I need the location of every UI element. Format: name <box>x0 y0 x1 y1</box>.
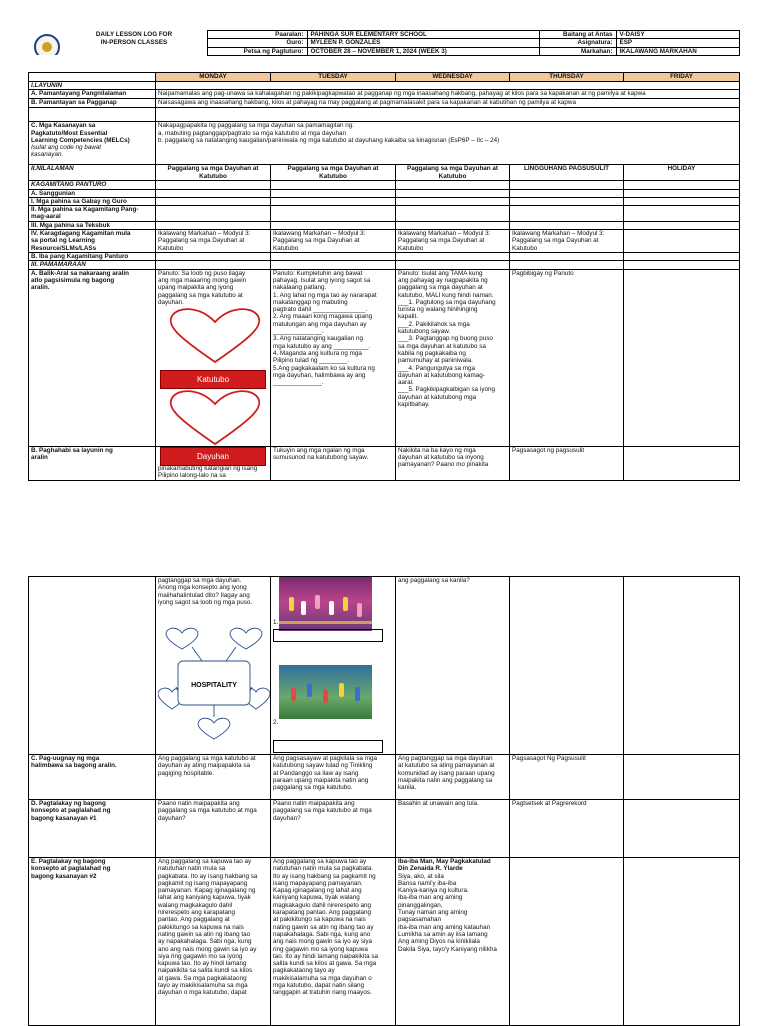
lesson-log-page-1 <box>0 0 768 512</box>
school-value: PAHINGA SUR ELEMENTARY SCHOOL <box>307 31 539 39</box>
day-wednesday: WEDNESDAY <box>396 73 510 82</box>
grade-label: Baitang at Antas <box>539 31 616 39</box>
pamantayang-pangnilalaman-text: Naipamamalas ang pag-unawa sa kahalagahan ng pakikipagkapwatao at pagganap ng mga inaasahang hakbang, pahayag at kilos para sa kapakanan at ng pamilya at kapwa <box>156 90 740 99</box>
pagtalakay-1-thursday: Pagtsetsek at Pagrerekord <box>510 800 624 858</box>
nilalaman-friday: HOLIDAY <box>624 165 740 181</box>
poem-text: Siya, ako, at sila Bansa nami'y iba-iba Kaniya-kaniya ng kultura. Iba-iba man ang aming pinanggalingan, Tunay naman ang aming pagsasamahan Iba-iba man ang aming katauhan Lumikha sa amin ay iisa lamang Ang aming Diyos na kinikilala Dakila Siya, tayo'y Kaniyang nilikha <box>398 872 497 953</box>
header-block <box>28 30 739 56</box>
pagtalakay-2-label: E. Pagtalakay ng bagong konsepto at paglalahad ng bagong kasanayan #2 <box>29 858 156 1026</box>
date-label: Petsa ng Pagtuturo: <box>207 47 307 55</box>
log-title <box>64 31 204 47</box>
day-friday: FRIDAY <box>624 73 740 82</box>
pagtalakay-2-wednesday <box>396 858 510 1026</box>
teacher-value: MYLEEN P. GONZALES <box>307 39 539 47</box>
paghahabi-wednesday-continued: ang paggalang sa kanila? <box>396 577 510 755</box>
karagdagang-kagamitan-tuesday: Ikalawang Markahan – Modyul 3: Paggalang sa mga Dayuhan at Katutubo <box>271 230 396 253</box>
day-header-row <box>29 73 740 82</box>
pagtalakay-1-label: D. Pagtalakay ng bagong konsepto at paglalahad ng bagong kasanayan #1 <box>29 800 156 858</box>
balik-aral-label: A. Balik-Aral sa nakaraang aralin atlo pagsisimula ng bagong aralin. <box>29 269 156 446</box>
tinikling-dance-photo <box>279 577 372 631</box>
balik-aral-monday <box>156 269 271 446</box>
hospitality-diagram <box>158 627 270 747</box>
paghahabi-monday-continued <box>156 577 271 755</box>
heart-outline-icon <box>160 388 270 447</box>
paghahabi-monday-continued-text: pagtanggap sa mga dayuhan. Anong mga konsepto ang iyong maiihahalintulad dito? Ilagay ang iyong sagot sa loob ng mga puso. <box>158 577 253 606</box>
melc-text: Nakapagpapakita ng paggalang sa mga dayuhan sa pamamagitan ng: a. mabuting pagtanggap/pagtrato sa mga katutubo at mga dayuhan b. paggalang sa natatanging kaugalian/paniniwala ng mga katutubo at dayuhang kakaiba sa kinagisnan (EsP6P – IIc – 24) <box>156 122 740 165</box>
photo-number-1: 1. <box>273 619 279 626</box>
date-value: OCTOBER 28 – NOVEMBER 1, 2024 (WEEK 3) <box>307 47 539 55</box>
day-tuesday: TUESDAY <box>271 73 396 82</box>
day-header-empty <box>29 73 156 82</box>
quarter-label: Markahan: <box>539 47 616 55</box>
grade-value: V-DAISY <box>616 31 739 39</box>
pagtalakay-2-tuesday: Ang paggalang sa kapuwa tao ay natutuhan natin mula sa pagkabata. Ito ay isang hakbang sa pagkamit ng isang mapayapang pamayanan. Kapag iginagalang ng lahat ang kaniyang kapuwa, tiyak walang magkakagulo dahil nirerespeto ang karapatang pantao. Ang paggalang at pakikitungo sa kapuwa na nais nating gawin sa atin ng ibang tao ay napakahalaga. Sabi nga, kung ano ang nais mong gawin sa iyo ay siya ring gagawin mo sa iyong kapuwa tao. Ito ay hindi lamang naipakikita sa salita kundi sa kilos at gawa. Sa mga pagkakataong tayo ay makikisalamuha sa mga dayuhan o mga katutubo, dapat natin silang tanggapin at tratuhin nang maayos. <box>271 858 396 1026</box>
nilalaman-thursday: LINGGUHANG PAGSUSULIT <box>510 165 624 181</box>
pag-uugnay-thursday: Pagsasagot Ng Pagsusulit <box>510 755 624 800</box>
nilalaman-monday: Paggalang sa mga Dayuhan at Katutubo <box>156 165 271 181</box>
melc-label: C. Mga Kasanayan sa Pagkatuto/Most Essential Learning Competencies (MELCs) <box>31 122 130 144</box>
nilalaman-wednesday: Paggalang sa mga Dayuhan at Katutubo <box>396 165 510 181</box>
balik-aral-tuesday: Panuto: Kumpletuhin ang bawat pahayag. Isulat ang iyong sagot sa nakalaang patlang. 1. Ang lahat ng mga tao ay nararapat makatanggap ng mabuting pagtrato dahil _______________. 2. Ang maaari kong magawa upang matulungan ang mga dayuhan ay ______________. 3. Ang natatanging kaugalian ng mga katutubo ay ang __________. 4. Maganda ang kultura ng mga Pilipino tulad ng ________. 5.Ang pagkakaalam ko sa kultura ng mga dayuhan, halimbawa ay ang ______________. <box>271 269 396 446</box>
lesson-table <box>28 72 740 481</box>
heart-outline-icon <box>166 628 198 649</box>
paghahabi-monday-text: pinakamabuting katangian ng isang Pilipino lalong-lalo na sa <box>158 464 258 479</box>
kagamitang-pang-mag-aaral-label: II. Mga pahina sa Kagamitang Pang- mag-aaral <box>29 206 156 222</box>
pagtalakay-1-wednesday: Basahin at unawain ang tula. <box>396 800 510 858</box>
pagtalakay-1-tuesday: Paano natin maipapakita ang paggalang sa mga katutubo at mga dayuhan? <box>271 800 396 858</box>
iba-pang-kagamitan-label: B. Iba pang Kagamitang Panturo <box>29 253 156 261</box>
gabay-guro-label: I. Mga pahina sa Gabay ng Guro <box>29 197 156 205</box>
pag-uugnay-monday: Ang paggalang sa mga katutubo at dayuhan ay ating maipapakita sa pagiging hospitable. <box>156 755 271 800</box>
hospitality-text: HOSPITALITY <box>191 682 237 689</box>
karagdagang-kagamitan-wednesday: Ikalawang Markahan – Modyul 3: Paggalang sa mga Dayuhan at Katutubo <box>396 230 510 253</box>
paghahabi-monday <box>156 446 271 480</box>
pag-uugnay-tuesday: Ang pagsasayaw at pagkilala sa mga katutubong sayaw tulad ng Tinikling at Pandanggo sa ilaw ay isang paraan upang maipakita natin ang paggalang sa mga katutubo. <box>271 755 396 800</box>
heart-outline-icon <box>230 628 262 649</box>
pamantayan-sa-pagganap-text: Naisasagawa ang inaasahang hakbang, kilos at pahayag na may paggalang at pagmamalasakit para sa kapakanan at kabutihan ng pamilya at kapwa <box>156 99 740 108</box>
sanggunian-label: A. Sanggunian <box>29 189 156 197</box>
pandanggo-dance-photo <box>279 665 372 719</box>
poem-author: Din Zenaida R. Ylarde <box>398 865 463 873</box>
pamantayang-pangnilalaman-label: A. Pamantayang Pangnilalaman <box>29 90 156 99</box>
answer-box-1[interactable] <box>273 629 383 642</box>
paghahabi-tuesday: Tukuyin ang mga ngalan ng mga sumusunod na katutubong sayaw. <box>271 446 396 480</box>
karagdagang-kagamitan-label: IV. Karagdagang Kagamitan mula sa portal ng Learning Resource/SLMs/LASs <box>29 230 156 253</box>
teacher-label: Guro: <box>207 39 307 47</box>
paghahabi-thursday: Pagsasagot ng pagsusulit <box>510 446 624 480</box>
subject-label: Asignatura: <box>539 39 616 47</box>
lesson-log-page-2 <box>0 512 768 1024</box>
katutubo-label: Katutubo <box>160 370 266 389</box>
answer-box-2[interactable] <box>273 740 383 753</box>
paghahabi-wednesday: Nakikita na ba kayo ng mga dayuhan at katutubo sa inyong pamayanan? Paano mo pinakita <box>396 446 510 480</box>
pamantayan-sa-pagganap-label: B. Pamantayan sa Pagganap <box>29 99 156 108</box>
teksbuk-label: III. Mga pahina sa Teksbuk <box>29 221 156 229</box>
balik-aral-thursday: Pagbibigay ng Panuto <box>510 269 624 446</box>
section-kagamitan: KAGAMITANG PANTURO <box>29 181 156 189</box>
dayuhan-label: Dayuhan <box>160 447 266 466</box>
lesson-table-continued <box>28 576 740 1026</box>
header-table <box>28 30 740 56</box>
photo-number-2: 2. <box>273 719 279 726</box>
day-thursday: THURSDAY <box>510 73 624 82</box>
poem-title: Iba-iba Man, May Pagkakatulad <box>398 858 491 865</box>
balik-aral-monday-text: Panuto: Sa loob ng puso ilagay ang mga maaaring mong gawin upang maipakita ang iyong paggalang sa mga katutubo at dayuhan. <box>158 269 247 306</box>
deped-seal-icon <box>34 34 60 56</box>
pag-uugnay-label: C. Pag-uugnay ng mga halimbawa sa bagong aralin. <box>29 755 156 800</box>
heart-outline-icon <box>160 306 270 366</box>
heart-outline-icon <box>198 718 230 739</box>
pagtalakay-1-monday: Paano natin maipapakita ang paggalang sa mga katutubo at mga dayuhan? <box>156 800 271 858</box>
quarter-value: IKALAWANG MARKAHAN <box>616 47 739 55</box>
section-pamamaraan: III. PAMAMARAAN <box>29 261 156 269</box>
pagtalakay-2-monday: Ang paggalang sa kapuwa tao ay natutuhan natin mula sa pagkabata. Ito ay isang hakbang sa pagkamit ng isang mapayapang pamayanan. Kapag iginagalang ng lahat ang kaniyang kapuwa, tiyak walang magkakagulo dahil nirerespeto ang karapatang pantao. Ang paggalang at pakikitungo sa kapuwa na nais nating gawin sa atin ng ibang tao ay napakahalaga. Sabi nga, kung ano ang nais mong gawin sa iyo ay siya ring gagawin mo sa iyong kapuwa tao. Ito ay hindi lamang naipakikita sa salita kundi sa kilos at gawa. Sa mga pagkakataong tayo ay makikisalamuha sa mga dayuhan o mga katutubo, dapat <box>156 858 271 1026</box>
header-logo-cell <box>28 31 207 56</box>
melc-label-cell <box>29 122 156 165</box>
paghahabi-tuesday-continued <box>271 577 396 755</box>
balik-aral-wednesday: Panuto: Isulat ang TAMA kung ang pahayag ay nagpapakita ng paggalang sa mga dayuhan at katutubo, MALI kung hindi naman. ___1. Pagtulong sa mga dayuhang turista ng walang hinihinging kapalit. ___2. Pakikilahok sa mga katutubong sayaw. ___3. Pagtanggap ng buong puso sa mga dayuhan at katutubo sa kabila ng pagkakaiba ng pamumuhay at paniniwala. ___4. Pangungutya sa mga dayuhan at katutubong kamag- aaral. ___5. Pagkikipagkaibigan sa iyong dayuhan at katutubong mga kapitbahay. <box>396 269 510 446</box>
section-nilalaman: II.NILALAMAN <box>29 165 156 181</box>
log-title-line2: IN-PERSON CLASSES <box>100 38 168 46</box>
pag-uugnay-wednesday: Ang pagtanggap sa mga dayuhan at katutubo sa ating pamayanan at komunidad ay isang paraan upang maipakita natin ang paggalang sa kanila. <box>396 755 510 800</box>
subject-value: ESP <box>616 39 739 47</box>
karagdagang-kagamitan-monday: Ikalawang Markahan – Modyul 3: Paggalang sa mga Dayuhan at Katutubo <box>156 230 271 253</box>
lesson-table-continued-block <box>28 576 739 1026</box>
log-title-line1: DAILY LESSON LOG FOR <box>95 30 173 38</box>
melc-note: Isulat ang code ng bawat kasanayan. <box>31 144 102 159</box>
day-monday: MONDAY <box>156 73 271 82</box>
lesson-table-block <box>28 72 739 481</box>
section-layunin: I.LAYUNIN <box>29 82 156 90</box>
karagdagang-kagamitan-thursday: Ikalawang Markahan – Modyul 3: Paggalang sa mga Dayuhan at Katutubo <box>510 230 624 253</box>
nilalaman-tuesday: Paggalang sa mga Dayuhan at Katutubo <box>271 165 396 181</box>
school-label: Paaralan: <box>207 31 307 39</box>
paghahabi-label: B. Paghahabi sa layunin ng aralin <box>29 446 156 480</box>
